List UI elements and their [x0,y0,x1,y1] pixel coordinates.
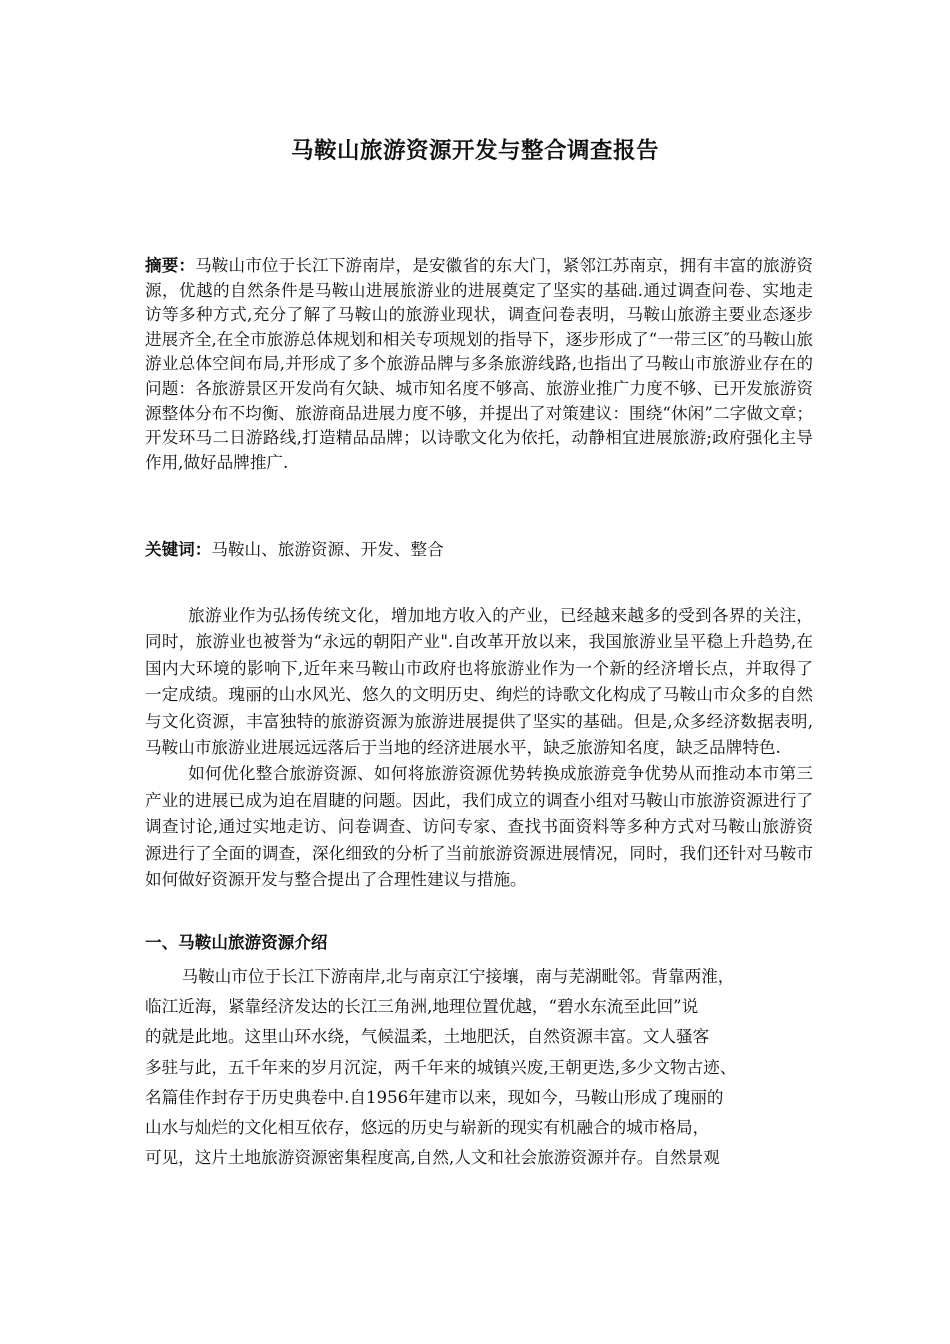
section-heading: 一、马鞍山旅游资源介绍 [145,932,328,952]
introduction [145,603,813,893]
section-body-line: 马鞍山市位于长江下游南岸,北与南京江宁接壤，南与芜湖毗邻。背靠两淮， [181,967,735,986]
keywords-label: 关键词： [145,539,212,559]
section-body-line: 的就是此地。这里山环水绕，气候温柔，土地肥沃，自然资源丰富。文人骚客 [145,1027,710,1047]
section-body-line: 名篇佳作封存于历史典卷中.自1956年建市以来，现如今，马鞍山形成了瑰丽的 [145,1087,724,1107]
abstract-text: 马鞍山市位于长江下游南岸，是安徽省的东大门，紧邻江苏南京，拥有丰富的旅游资源，优越的自然条件是马鞍山进展旅游业的进展奠定了坚实的基础.通过调查问卷、实地走访等多种方式,充分了解了马鞍山的旅游业现状，调查问卷表明，马鞍山旅游主要业态逐步进展齐全,在全市旅游总体规划和相关专项规划的指导下，逐步形成了“一带三区″的马鞍山旅游业总体空间布局,并形成了多个旅游品牌与多条旅游线路,也指出了马鞍山市旅游业存在的问题：各旅游景区开发尚有欠缺、城市知名度不够高、旅游业推广力度不够、已开发旅游资源整体分布不均衡、旅游商品进展力度不够，并提出了对策建议：围绕“休闲”二字做文章；开发环马二日游路线,打造精品品牌；以诗歌文化为依托，动静相宜进展旅游;政府强化主导作用,做好品牌推广. [145,256,813,472]
section-body-line: 多驻与此，五千年来的岁月沉淀，两千年来的城镇兴废,王朝更迭,多少文物古迹、 [145,1057,737,1077]
abstract-paragraph [145,253,813,475]
section-body-line: 可见，这片土地旅游资源密集程度高,自然,人文和社会旅游资源并存。自然景观 [145,1148,720,1168]
keywords-text: 马鞍山、旅游资源、开发、整合 [211,540,444,559]
section-body-line: 山水与灿烂的文化相互依存，悠远的历史与崭新的现实有机融合的城市格局， [145,1118,710,1138]
document-title: 马鞍山旅游资源开发与整合调查报告 [290,138,659,164]
section-body [145,962,813,1173]
intro-paragraph-2: 如何优化整合旅游资源、如何将旅游资源优势转换成旅游竞争优势从而推动本市第三产业的进展已成为迫在眉睫的问题。因此，我们成立的调查小组对马鞍山市旅游资源进行了调查讨论,通过实地走访、问卷调查、访问专家、查找书面资料等多种方式对马鞍山旅游资源进行了全面的调查，深化细致的分析了当前旅游资源进展情况，同时，我们还针对马鞍市如何做好资源开发与整合提出了合理性建议与措施。 [145,764,813,890]
section-body-line: 临江近海，紧靠经济发达的长江三角洲,地理位置优越，“碧水东流至此回”说 [145,997,699,1017]
abstract-label: 摘要： [145,255,196,275]
keywords-line [145,537,813,563]
intro-paragraph-1: 旅游业作为弘扬传统文化，增加地方收入的产业，已经越来越多的受到各界的关注，同时，旅游业也被誉为“永远的朝阳产业".自改革开放以来，我国旅游业呈平稳上升趋势,在国内大环境的影响下,近年来马鞍山市政府也将旅游业作为一个新的经济增长点，并取得了一定成绩。瑰丽的山水风光、悠久的文明历史、绚烂的诗歌文化构成了马鞍山市众多的自然与文化资源，丰富独特的旅游资源为旅游进展提供了坚实的基础。但是,众多经济数据表明,马鞍山市旅游业进展远远落后于当地的经济进展水平，缺乏旅游知名度，缺乏品牌特色. [145,606,813,758]
